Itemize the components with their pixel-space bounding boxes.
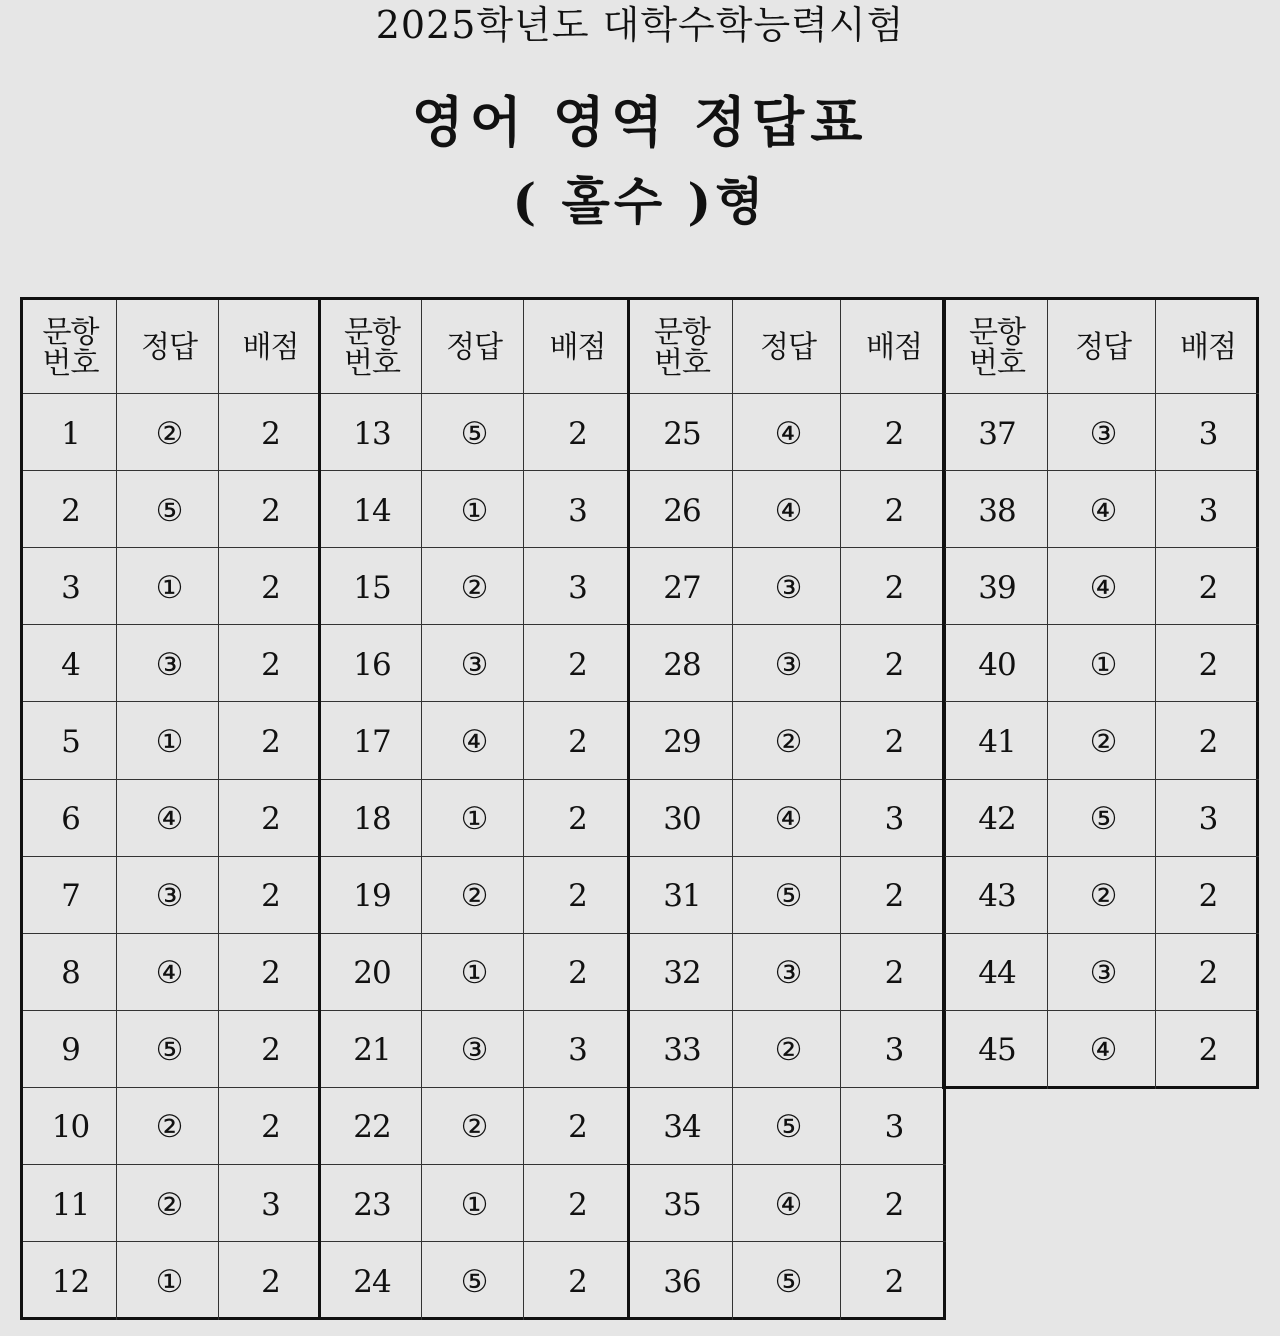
question-number-cell: 24 [353, 1263, 391, 1300]
question-number-cell: 28 [663, 646, 701, 683]
question-number-cell: 11 [51, 1186, 90, 1223]
header-question-number [630, 300, 734, 395]
score-cell: 2 [261, 1263, 280, 1300]
question-number-cell: 8 [61, 955, 80, 992]
score-cell: 2 [261, 646, 280, 683]
correct-answer-cell: ① [460, 955, 488, 992]
score-cell: 2 [261, 955, 280, 992]
score-cell: 2 [568, 955, 587, 992]
question-number-cell: 6 [61, 801, 80, 838]
correct-answer-cell: ⑤ [1089, 801, 1117, 838]
question-number-cell: 16 [353, 646, 391, 683]
correct-answer-cell: ⑤ [460, 1263, 488, 1300]
question-number-cell: 2 [61, 492, 80, 529]
score-cell: 2 [568, 1109, 587, 1146]
question-number-cell: 41 [978, 723, 1016, 760]
correct-answer-cell: ② [155, 1186, 183, 1223]
score-cell: 2 [568, 646, 587, 683]
question-number-cell: 22 [353, 1109, 391, 1146]
score-cell: 3 [1198, 492, 1218, 529]
correct-answer-cell: ④ [774, 1186, 802, 1223]
header-question-number-text: 번호 [344, 345, 400, 381]
correct-answer-cell: ④ [460, 723, 488, 760]
score-cell: 2 [261, 569, 280, 606]
question-number-cell: 12 [51, 1263, 90, 1300]
score-cell: 3 [568, 492, 587, 529]
score-cell: 3 [1198, 801, 1218, 838]
correct-answer-cell: ② [774, 1032, 802, 1069]
score-cell: 2 [1198, 1032, 1218, 1069]
header-score [842, 300, 946, 395]
header-score-text: 배점 [866, 329, 922, 365]
question-number-cell: 9 [61, 1032, 80, 1069]
correct-answer-cell: ④ [1089, 569, 1117, 606]
score-cell: 2 [1198, 646, 1218, 683]
header-score-text: 배점 [1180, 329, 1236, 365]
question-number-cell: 30 [663, 801, 701, 838]
correct-answer-cell: ④ [1089, 492, 1117, 529]
header-answer-text: 정답 [141, 329, 197, 365]
score-cell: 2 [568, 415, 587, 452]
question-number-cell: 32 [663, 955, 701, 992]
correct-answer-cell: ⑤ [774, 1263, 802, 1300]
correct-answer-cell: ④ [774, 415, 802, 452]
question-number-cell: 34 [663, 1109, 701, 1146]
question-number-cell: 25 [663, 415, 701, 452]
correct-answer-cell: ⑤ [774, 878, 802, 915]
question-number-cell: 36 [663, 1263, 701, 1300]
header-score [525, 300, 630, 395]
question-number-cell: 43 [978, 878, 1016, 915]
score-cell: 2 [884, 878, 904, 915]
score-cell: 2 [884, 569, 904, 606]
correct-answer-cell: ⑤ [460, 415, 488, 452]
header-answer-text: 정답 [760, 329, 816, 365]
score-cell: 2 [261, 801, 280, 838]
correct-answer-cell: ③ [155, 878, 183, 915]
correct-answer-cell: ③ [155, 646, 183, 683]
score-cell: 2 [884, 955, 904, 992]
correct-answer-cell: ③ [774, 646, 802, 683]
correct-answer-cell: ② [155, 1109, 183, 1146]
question-number-cell: 4 [61, 646, 80, 683]
header-question-number [945, 300, 1049, 395]
question-number-cell: 20 [353, 955, 391, 992]
correct-answer-cell: ② [460, 569, 488, 606]
score-cell: 2 [261, 1109, 280, 1146]
correct-answer-cell: ③ [774, 955, 802, 992]
header-answer [423, 300, 525, 395]
header-question-number-text: 문항 [654, 314, 710, 350]
score-cell: 3 [1198, 415, 1218, 452]
score-cell: 2 [261, 723, 280, 760]
score-cell: 2 [1198, 569, 1218, 606]
header-question-number-text: 번호 [654, 345, 710, 381]
type-label: ( 홀수 )형 [512, 172, 768, 231]
question-number-cell: 35 [663, 1186, 701, 1223]
header-answer [734, 300, 842, 395]
header-question-number [23, 300, 118, 395]
question-number-cell: 40 [978, 646, 1016, 683]
correct-answer-cell: ① [155, 723, 183, 760]
question-number-cell: 39 [978, 569, 1016, 606]
question-number-cell: 7 [61, 878, 80, 915]
correct-answer-cell: ① [155, 1263, 183, 1300]
score-cell: 2 [568, 801, 587, 838]
answer-group-1 [20, 297, 321, 1320]
question-number-cell: 3 [61, 569, 80, 606]
correct-answer-cell: ① [460, 492, 488, 529]
correct-answer-cell: ② [155, 415, 183, 452]
question-number-cell: 5 [61, 723, 80, 760]
question-number-cell: 26 [663, 492, 701, 529]
question-number-cell: 10 [51, 1109, 90, 1146]
question-number-cell: 42 [978, 801, 1016, 838]
header-score-text: 배점 [242, 329, 299, 365]
answer-group-3 [627, 297, 946, 1320]
question-number-cell: 38 [978, 492, 1016, 529]
correct-answer-cell: ① [155, 569, 183, 606]
question-number-cell: 21 [353, 1032, 391, 1069]
correct-answer-cell: ② [460, 1109, 488, 1146]
correct-answer-cell: ⑤ [155, 1032, 183, 1069]
question-number-cell: 31 [663, 878, 701, 915]
score-cell: 2 [884, 1263, 904, 1300]
main-title: 영어 영역 정답표 [411, 90, 869, 154]
correct-answer-cell: ① [1089, 646, 1117, 683]
answer-group-4 [942, 297, 1259, 1089]
correct-answer-cell: ② [1089, 878, 1117, 915]
score-cell: 2 [884, 1186, 904, 1223]
header-question-number-text: 문항 [969, 314, 1025, 350]
score-cell: 3 [884, 1032, 904, 1069]
question-number-cell: 37 [978, 415, 1016, 452]
question-number-cell: 18 [353, 801, 391, 838]
score-cell: 2 [1198, 878, 1218, 915]
score-cell: 2 [884, 723, 904, 760]
header-answer-text: 정답 [446, 329, 502, 365]
question-number-cell: 1 [61, 415, 80, 452]
question-number-cell: 15 [353, 569, 391, 606]
correct-answer-cell: ③ [1089, 415, 1117, 452]
score-cell: 3 [884, 1109, 904, 1146]
correct-answer-cell: ③ [774, 569, 802, 606]
correct-answer-cell: ⑤ [774, 1109, 802, 1146]
correct-answer-cell: ④ [1089, 1032, 1117, 1069]
score-cell: 2 [884, 492, 904, 529]
score-cell: 2 [568, 723, 587, 760]
question-number-cell: 23 [353, 1186, 391, 1223]
header-answer [1049, 300, 1157, 395]
correct-answer-cell: ② [774, 723, 802, 760]
header-score-text: 배점 [549, 329, 606, 365]
correct-answer-cell: ② [460, 878, 488, 915]
correct-answer-cell: ③ [460, 1032, 488, 1069]
score-cell: 3 [568, 1032, 587, 1069]
score-cell: 2 [261, 415, 280, 452]
question-number-cell: 13 [353, 415, 391, 452]
score-cell: 2 [568, 878, 587, 915]
correct-answer-cell: ③ [460, 646, 488, 683]
score-cell: 2 [1198, 955, 1218, 992]
header-question-number-text: 번호 [969, 345, 1025, 381]
question-number-cell: 45 [978, 1032, 1016, 1069]
question-number-cell: 27 [663, 569, 701, 606]
header-question-number-text: 문항 [42, 314, 99, 350]
question-number-cell: 19 [353, 878, 391, 915]
question-number-cell: 17 [353, 723, 391, 760]
answer-group-2 [318, 297, 630, 1320]
correct-answer-cell: ⑤ [155, 492, 183, 529]
question-number-cell: 33 [663, 1032, 701, 1069]
score-cell: 2 [1198, 723, 1218, 760]
correct-answer-cell: ① [460, 1186, 488, 1223]
score-cell: 3 [568, 569, 587, 606]
question-number-cell: 14 [353, 492, 391, 529]
correct-answer-cell: ④ [155, 955, 183, 992]
correct-answer-cell: ④ [774, 801, 802, 838]
header-answer [118, 300, 220, 395]
score-cell: 2 [261, 1032, 280, 1069]
header-question-number [321, 300, 423, 395]
correct-answer-cell: ② [1089, 723, 1117, 760]
score-cell: 2 [568, 1186, 587, 1223]
header-question-number-text: 문항 [344, 314, 400, 350]
question-number-cell: 44 [978, 955, 1016, 992]
year-title: 2025학년도 대학수학능력시험 [375, 3, 905, 47]
score-cell: 2 [884, 646, 904, 683]
correct-answer-cell: ④ [774, 492, 802, 529]
score-cell: 3 [884, 801, 904, 838]
score-cell: 3 [261, 1186, 280, 1223]
question-number-cell: 29 [663, 723, 701, 760]
header-score [1157, 300, 1259, 395]
score-cell: 2 [261, 878, 280, 915]
correct-answer-cell: ③ [1089, 955, 1117, 992]
score-cell: 2 [568, 1263, 587, 1300]
score-cell: 2 [884, 415, 904, 452]
header-answer-text: 정답 [1075, 329, 1131, 365]
correct-answer-cell: ④ [155, 801, 183, 838]
header-question-number-text: 번호 [42, 345, 99, 381]
header-score [220, 300, 321, 395]
score-cell: 2 [261, 492, 280, 529]
correct-answer-cell: ① [460, 801, 488, 838]
